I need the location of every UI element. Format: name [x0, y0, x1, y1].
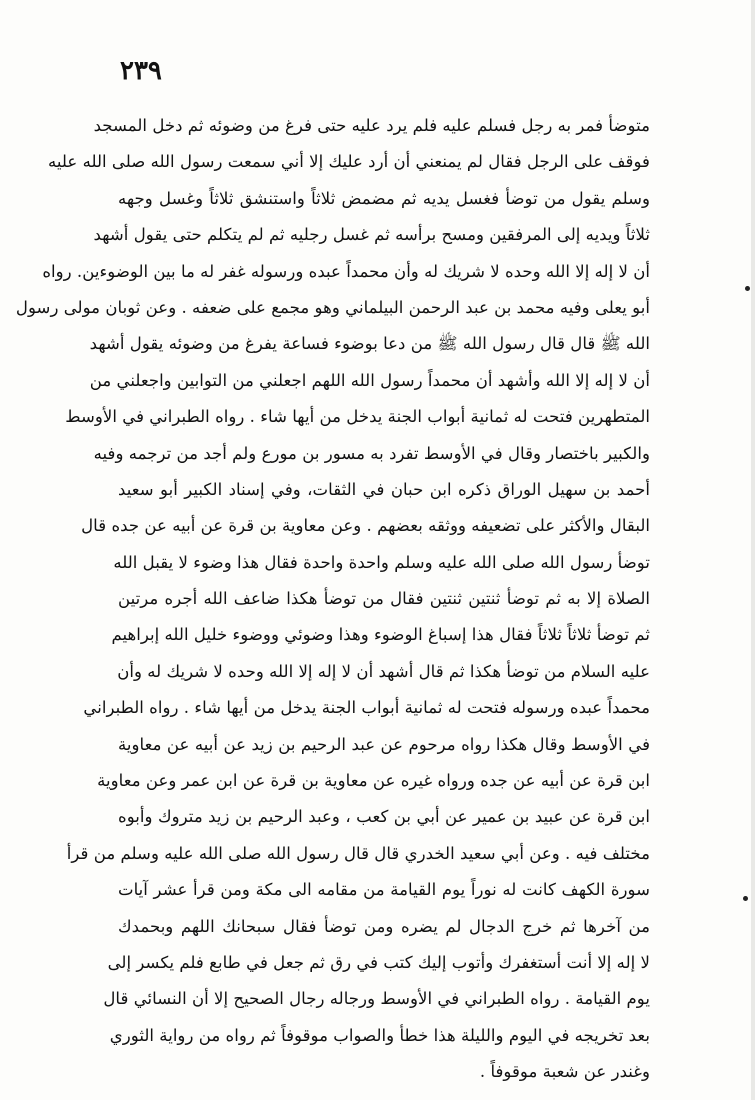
text-line: أن لا إله إلا الله وحده لا شريك له وأن محمداً عبده ورسوله غفر له ما بين الوضوءين. رواه	[42, 261, 650, 281]
text-line: لا إله إلا أنت أستغفرك وأتوب إليك كتب في رق ثم جعل في طابع فلم يكسر إلى	[107, 952, 650, 972]
text-line: الصلاة إلا به ثم توضأ ثنتين ثنتين فقال من توضأ هكذا ضاعف الله أجره مرتين	[118, 589, 650, 609]
text-line: أن لا إله إلا الله وأشهد أن محمداً رسول الله اللهم اجعلني من التوابين واجعلني من	[89, 370, 650, 390]
text-line: والكبير باختصار وقال في الأوسط تفرد به مسور بن مورع ولم أجد من ترجمه وفيه	[93, 443, 650, 463]
text-line: المتطهرين فتحت له ثمانية أبواب الجنة يدخل من أيها شاء . رواه الطبراني في الأوسط	[65, 407, 650, 427]
text-line: ابن قرة عن أبيه عن جده ورواه غيره عن معاوية بن قرة عن ابن عمر وعن معاوية	[97, 771, 650, 791]
text-line: وسلم يقول من توضأ فغسل يديه ثم مضمض ثلاثاً واستنشق ثلاثاً وغسل وجهه	[118, 188, 650, 208]
text-line: يوم القيامة . رواه الطبراني في الأوسط ورجاله رجال الصحيح إلا أن النسائي قال	[103, 989, 650, 1009]
text-line: محمداً عبده ورسوله فتحت له ثمانية أبواب الجنة يدخل من أيها شاء . رواه الطبراني	[83, 698, 650, 718]
text-line: الله ﷺ قال قال رسول الله ﷺ من دعا بوضوء فساعة يفرغ من وضوئه يقول أشهد	[89, 334, 650, 354]
text-line: متوضأ فمر به رجل فسلم عليه فلم يرد عليه حتى فرغ من وضوئه ثم دخل المسجد	[93, 116, 650, 135]
text-line: أبو يعلى وفيه محمد بن عبد الرحمن البيلماني وهو مجمع على ضعفه . وعن ثوبان مولى رسول	[15, 297, 650, 317]
text-line: من آخرها ثم خرج الدجال لم يضره ومن توضأ فقال سبحانك اللهم وبحمدك	[118, 916, 650, 936]
text-line: أحمد بن سهيل الوراق ذكره ابن حبان في الثقات، وفي إسناد الكبير أبو سعيد	[118, 479, 650, 499]
text-line: عليه السلام من توضأ هكذا ثم قال أشهد أن لا إله إلا الله وحده لا شريك له وأن	[117, 661, 650, 681]
text-line: بعد تخريجه في اليوم والليلة هذا خطأ والصواب موقوفاً ثم رواه من رواية الثوري	[109, 1025, 650, 1045]
page-edge	[751, 0, 755, 1100]
text-line: البقال والأكثر على تضعيفه ووثقه بعضهم . وعن معاوية بن قرة عن أبيه عن جده قال	[81, 516, 650, 536]
text-line: سورة الكهف كانت له نوراً يوم القيامة من مقامه الى مكة ومن قرأ عشر آيات	[118, 880, 650, 900]
margin-dot	[743, 896, 748, 901]
body-text	[15, 108, 650, 1091]
text-line: وغندر عن شعبة موقوفاً .	[479, 1062, 650, 1082]
text-line: ابن قرة عن عبيد بن عمير عن أبي بن كعب ، وعبد الرحيم بن زيد متروك وأبوه	[118, 807, 650, 827]
margin-dot	[745, 286, 750, 291]
page-number: ٢٣٩	[120, 56, 162, 86]
text-line: فوقف على الرجل فقال لم يمنعني أن أرد عليك إلا أني سمعت رسول الله صلى الله عليه	[48, 152, 650, 172]
text-line: ثم توضأ ثلاثاً ثلاثاً فقال هذا إسباغ الوضوء وهذا وضوئي ووضوء خليل الله إبراهيم	[111, 625, 650, 645]
text-line: ثلاثاً ويديه إلى المرفقين ومسح برأسه ثم غسل رجليه ثم لم يتكلم حتى يقول أشهد	[93, 225, 650, 245]
text-line: مختلف فيه . وعن أبي سعيد الخدري قال قال رسول الله صلى الله عليه وسلم من قرأ	[66, 843, 650, 863]
text-line: توضأ رسول الله صلى الله عليه وسلم واحدة واحدة فقال هذا وضوء لا يقبل الله	[113, 552, 650, 572]
text-line: في الأوسط وقال هكذا رواه مرحوم عن عبد الرحيم بن زيد عن أبيه عن معاوية	[118, 734, 650, 754]
